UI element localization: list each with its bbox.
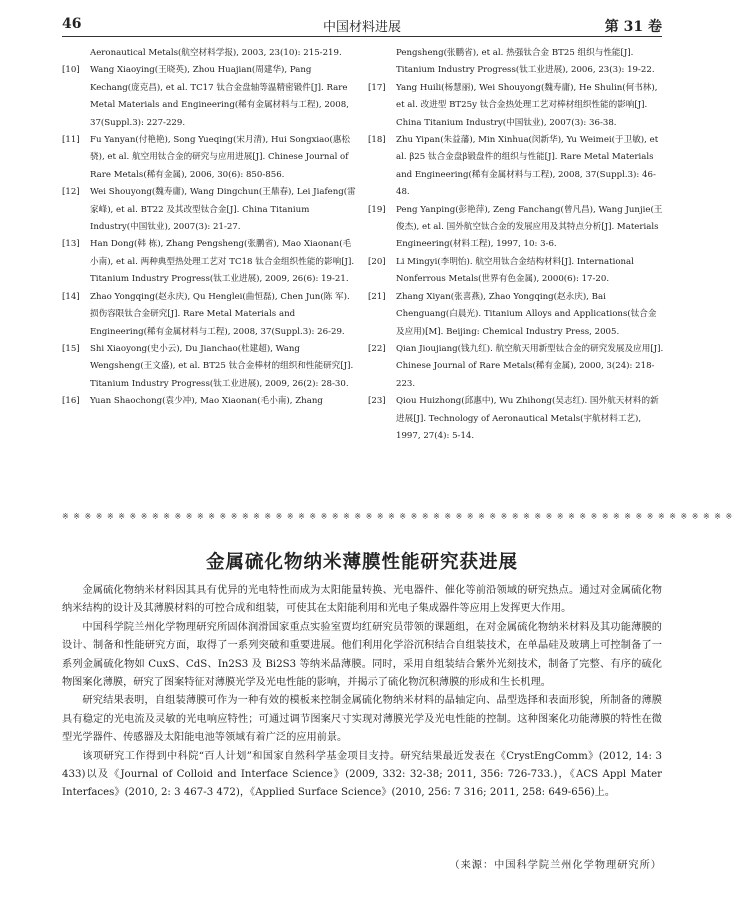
reference-text: Qian Jioujiang(钱九红). 航空航天用新型钛合金的研究发展及应用[J]. Chinese Journal of Rare Metals(稀有金属), 2000, 3(24): 218-223. xyxy=(396,343,664,389)
reference-text: Zhu Yipan(朱益藩), Min Xinhua(闵新华), Yu Weimei(于卫敏), et al. β25 钛合金盘β锻盘件的组织与性能[J]. Rare Metal Materials and Engineering(稀有金属材料与工程), 2008, 37(Suppl.3): 46-48. xyxy=(396,135,659,198)
reference-text: Han Dong(韩 栋), Zhang Pengsheng(张鹏省), Mao Xiaonan(毛小南), et al. 两种典型热处理工艺对 TC18 钛合金组织性能的影响[J]. Titanium Industry Progress(钛工业进展), 2009, 26(6): 19-21. xyxy=(90,239,355,285)
reference-number: [22] xyxy=(368,343,386,354)
header-rule xyxy=(62,36,662,37)
journal-title: 中国材料进展 xyxy=(322,20,401,35)
reference-number: [19] xyxy=(368,204,386,215)
reference-text: Yang Huili(杨慧丽), Wei Shouyong(魏寿庸), He Shulin(何书林), et al. 改进型 BT25y 钛合金热处理工艺对棒材组织性能的影响[J]. China Titanium Industry(中国钛业), 2007(3): 36-38. xyxy=(396,82,658,128)
reference-text: Aeronautical Metals(航空材料学报), 2003, 23(10): 215-219. xyxy=(90,48,342,58)
article-source: （来源：中国科学院兰州化学物理研究所） xyxy=(449,860,662,871)
reference-number: [14] xyxy=(62,291,80,302)
reference-item xyxy=(368,289,664,341)
reference-item xyxy=(62,341,358,393)
reference-item xyxy=(368,45,664,80)
reference-number: [18] xyxy=(368,135,386,146)
reference-text: Fu Yanyan(付艳艳), Song Yueqing(宋月清), Hui Songxiao(惠松骁), et al. 航空用钛合金的研究与应用进展[J]. Chinese Journal of Rare Metals(稀有金属), 2006, 30(6): 850-856. xyxy=(90,135,351,180)
reference-item xyxy=(62,184,358,236)
reference-number: [16] xyxy=(62,396,80,407)
article-paragraph: 金属硫化物纳米材料因其具有优异的光电特性而成为太阳能量转换、光电器件、催化等前沿领域的研究热点。通过对金属硫化物纳米结构的设计及其薄膜材料的可控合成和组装，可使其在太阳能利用和光电子集成器件等应用上发挥更大作用。 xyxy=(62,585,662,615)
reference-text: Li Mingyi(李明怡). 航空用钛合金结构材料[J]. International Nonferrous Metals(世界有色金属), 2000(6): 17-20. xyxy=(396,256,634,285)
volume-label: 第 31 卷 xyxy=(604,19,662,35)
reference-number: [10] xyxy=(62,65,80,76)
reference-number: [11] xyxy=(62,135,80,146)
article-body xyxy=(62,582,662,803)
reference-text: Yuan Shaochong(袁少冲), Mao Xiaonan(毛小南), Zhang xyxy=(90,396,323,407)
reference-number: [15] xyxy=(62,343,80,354)
reference-text: Wei Shouyong(魏寿庸), Wang Dingchun(王鼎春), Lei Jiafeng(雷家峰), et al. BT22 及其改型钛合金[J]. China Titanium Industry(中国钛业), 2007(3): 21-27. xyxy=(90,187,356,233)
reference-number: [23] xyxy=(368,396,386,407)
reference-item xyxy=(62,132,358,184)
reference-number: [17] xyxy=(368,82,386,93)
reference-number: [13] xyxy=(62,239,80,250)
page-header xyxy=(62,14,662,36)
reference-number: [20] xyxy=(368,256,386,267)
references-right-column xyxy=(368,45,664,445)
reference-item xyxy=(368,393,664,445)
reference-number: [21] xyxy=(368,291,386,302)
section-divider: ※ ※ ※ ※ ※ ※ ※ ※ ※ ※ ※ ※ ※ ※ ※ ※ ※ ※ ※ ※ ※ ※ ※ ※ ※ ※ ※ ※ ※ ※ ※ ※ ※ ※ ※ ※ ※ ※ ※ ※ ※ ※ ※ ※ ※ ※ ※ ※ ※ ※ ※ ※ ※ ※ ※ ※ ※ ※ ※ ※ xyxy=(62,512,733,521)
reference-item xyxy=(62,289,358,341)
reference-text: Wang Xiaoying(王晓英), Zhou Huajian(周建华), Pang Kechang(庞克昌), et al. TC17 钛合金盘轴等温精密锻件[J]. Rare Metal Materials and Engineering(稀有金属材料与工程), 2008, 37(Suppl.3): 227-229. xyxy=(90,65,349,128)
reference-item xyxy=(62,393,358,410)
article-paragraph: 该项研究工作得到中科院“百人计划”和国家自然科学基金项目支持。研究结果最近发表在《CrystEngComm》(2012, 14: 3 433)以及《Journal of Colloid and Interface Science》(2009, 332: 32-38; 2011, 356: 726-733.)，《ACS Appl Mater Interfaces》(2010, 2: 3 467-3 472)，《Applied Surface Science》(2010, 256: 7 316; 2011, 258: 649-656)上。 xyxy=(62,750,662,799)
reference-item xyxy=(62,236,358,288)
references-left-column xyxy=(62,45,358,411)
article-paragraph: 中国科学院兰州化学物理研究所固体润滑国家重点实验室贾均红研究员带领的课题组，在对金属硫化物纳米材料及其功能薄膜的设计、制备和性能研究方面，取得了一系列突破和重要进展。他们利用化学浴沉积结合自组装技术，在单晶硅及玻璃上可控制备了一系列金属硫化物如 CuxS、CdS、In2S3 及 Bi2S3 等纳米晶薄膜。同时，采用自组装结合紫外光刻技术，制备了完整、有序的硫化物图案化薄膜，研究了图案特征对薄膜光学及光电性能的影响，并揭示了硫化物沉积薄膜的形成和生长机理。 xyxy=(62,621,662,689)
reference-item xyxy=(62,45,358,62)
article-title: 金属硫化物纳米薄膜性能研究获进展 xyxy=(205,552,518,573)
reference-item xyxy=(368,132,664,202)
reference-item xyxy=(368,254,664,289)
reference-text: Zhao Yongqing(赵永庆), Qu Henglei(曲恒磊), Chen Jun(陈 军). 损伤容限钛合金研究[J]. Rare Metal Materials and Engineering(稀有金属材料与工程), 2008, 37(Suppl.3): 26-29. xyxy=(90,291,350,337)
reference-item xyxy=(368,202,664,254)
reference-item xyxy=(368,341,664,393)
reference-text: Pengsheng(张鹏省), et al. 热强钛合金 BT25 组织与性能[J]. Titanium Industry Progress(钛工业进展), 2006, 23(3): 19-22. xyxy=(396,48,655,76)
reference-text: Peng Yanping(彭艳萍), Zeng Fanchang(曾凡昌), Wang Junjie(王俊杰), et al. 国外航空钛合金的发展应用及其特点分析[J]. Materials Engineering(材料工程), 1997, 10: 3-6. xyxy=(396,204,663,250)
reference-number: [12] xyxy=(62,187,80,198)
reference-text: Qiou Huizhong(邱惠中), Wu Zhihong(吴志红). 国外航天材料的新进展[J]. Technology of Aeronautical Metals(宇航材料工艺), 1997, 27(4): 5-14. xyxy=(396,396,659,441)
page-number: 46 xyxy=(62,16,82,32)
reference-item xyxy=(62,62,358,132)
article-paragraph: 研究结果表明，自组装薄膜可作为一种有效的模板来控制金属硫化物纳米材料的晶轴定向、晶型选择和表面形貌，所制备的薄膜具有稳定的光电流及灵敏的光电响应特性；可通过调节图案尺寸实现对薄膜光学及光电性能的控制。这种图案化功能薄膜的特性在微型光学器件、传感器及太阳能电池等领域有着广泛的应用前景。 xyxy=(62,695,662,744)
reference-text: Zhang Xiyan(张喜燕), Zhao Yongqing(赵永庆), Bai Chenguang(白晨光). Titanium Alloys and Applications(钛合金及应用)[M]. Beijing: Chemical Industry Press, 2005. xyxy=(396,291,657,337)
reference-text: Shi Xiaoyong(史小云), Du Jianchao(杜建超), Wang Wengsheng(王文盛), et al. BT25 钛合金棒材的组织和性能研究[J]. Titanium Industry Progress(钛工业进展), 2009, 26(2): 28-30. xyxy=(90,343,354,389)
reference-item xyxy=(368,80,664,132)
